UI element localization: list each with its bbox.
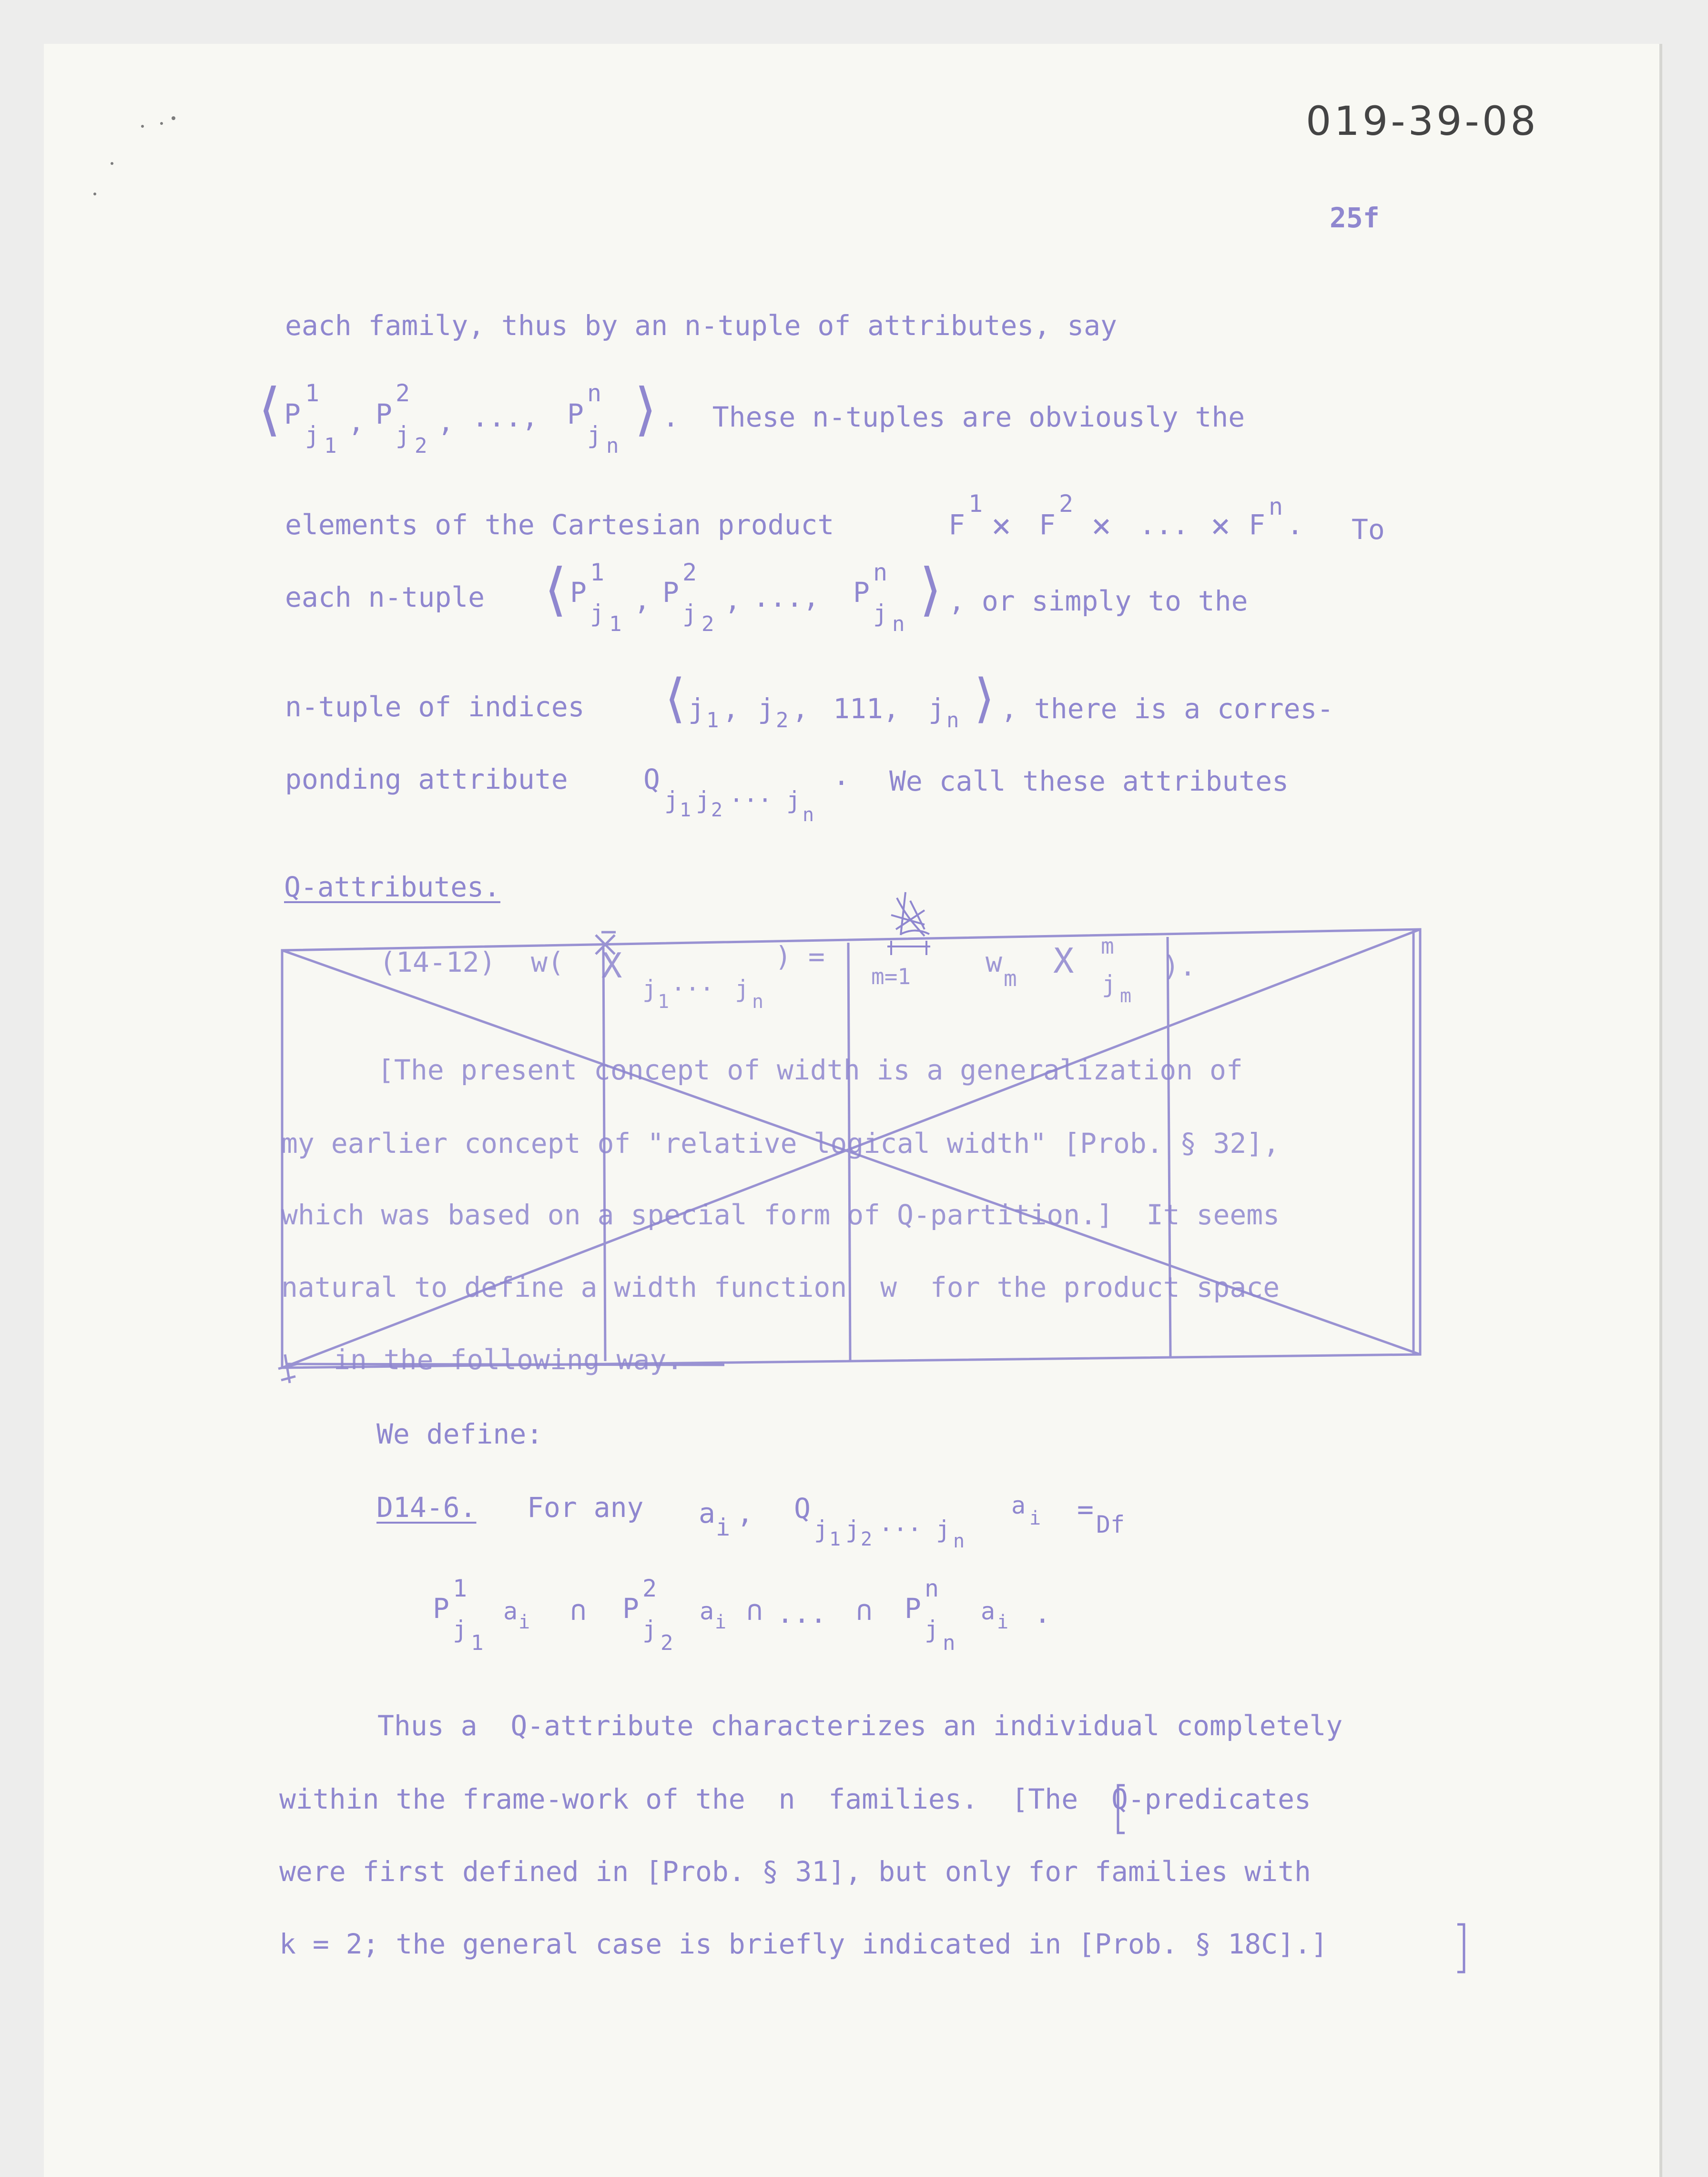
sup-n: n bbox=[1269, 493, 1283, 520]
sub-j: j bbox=[925, 1616, 939, 1643]
definition-text: For any bbox=[527, 1491, 644, 1524]
symbol-P: P bbox=[662, 576, 679, 609]
comma: , bbox=[437, 406, 454, 438]
sub-n: n bbox=[953, 1530, 965, 1552]
formula-equals: ) = bbox=[775, 940, 825, 973]
sub-i: i bbox=[518, 1611, 530, 1633]
sub-j: j bbox=[453, 1616, 468, 1643]
formula-label: (14-12) bbox=[379, 946, 496, 978]
formula-rhs-w: w bbox=[986, 946, 1002, 978]
paper-speck bbox=[93, 193, 96, 195]
sup-1: 1 bbox=[453, 1575, 468, 1602]
paper-speck bbox=[111, 162, 113, 165]
comma: , bbox=[634, 584, 651, 616]
sub-j: j bbox=[664, 786, 679, 814]
sup-2: 2 bbox=[682, 559, 697, 586]
sup-1: 1 bbox=[590, 559, 605, 586]
formula-chi: X bbox=[601, 946, 622, 986]
comma: , bbox=[737, 1497, 753, 1529]
sub-j: j bbox=[786, 786, 801, 814]
arg-a: a bbox=[700, 1597, 714, 1625]
text-line-6-end: We call these attributes bbox=[889, 765, 1289, 797]
symbol-P: P bbox=[622, 1592, 639, 1625]
symbol-P: P bbox=[433, 1592, 449, 1625]
sup-n: n bbox=[925, 1575, 939, 1602]
sub-i: i bbox=[997, 1611, 1009, 1633]
sub-dots: ··· bbox=[879, 1516, 922, 1543]
symbol-P: P bbox=[570, 576, 587, 609]
ellipsis: ... bbox=[1139, 509, 1189, 541]
formula-product-index: m=1 bbox=[871, 964, 911, 989]
comma: , bbox=[348, 406, 365, 438]
index-j: j bbox=[928, 692, 945, 725]
sub-j: j bbox=[696, 786, 711, 814]
struck-paragraph-line-1: [The present concept of width is a generalization of bbox=[377, 1054, 1243, 1086]
angle-open: ⟨ bbox=[660, 668, 691, 729]
formula-sub-dots: ··· bbox=[671, 975, 714, 1003]
symbol-P: P bbox=[376, 398, 392, 430]
symbol-F: F bbox=[1039, 509, 1056, 541]
symbol-P: P bbox=[284, 398, 301, 430]
sub-1: 1 bbox=[829, 1528, 841, 1550]
page-number: 25f bbox=[1330, 202, 1380, 234]
sub-n: n bbox=[803, 804, 814, 826]
ellipsis: ..., bbox=[472, 401, 539, 433]
angle-open: ⟨ bbox=[253, 376, 287, 443]
cap: ∩ bbox=[570, 1594, 587, 1627]
paper-speck bbox=[172, 116, 175, 120]
formula-sub-m: m bbox=[1120, 985, 1132, 1007]
closing-line-4: k = 2; the general case is briefly indicated in [Prob. § 18C].] bbox=[279, 1928, 1328, 1960]
sup-n: n bbox=[873, 559, 888, 586]
times: × bbox=[991, 506, 1012, 545]
cap: ∩ bbox=[856, 1594, 873, 1627]
formula-sub-1: 1 bbox=[658, 991, 670, 1013]
sup-2: 2 bbox=[396, 379, 410, 407]
sub-n: n bbox=[892, 612, 905, 636]
sub-1: 1 bbox=[471, 1631, 484, 1655]
index-j: j bbox=[758, 692, 774, 725]
closing-line-3: were first defined in [Prob. § 31], but only for families with bbox=[279, 1855, 1311, 1888]
times: × bbox=[1210, 506, 1231, 545]
comma: , bbox=[724, 584, 741, 616]
formula-sub-j: j bbox=[735, 975, 750, 1003]
open-paren-a: a bbox=[1011, 1492, 1026, 1519]
sub-dots: ··· bbox=[729, 786, 773, 814]
text-line-5: n-tuple of indices bbox=[285, 691, 585, 723]
formula-rhs-sub-m: m bbox=[1004, 966, 1017, 991]
sub-2: 2 bbox=[861, 1528, 873, 1550]
text-line-3: elements of the Cartesian product bbox=[285, 509, 834, 541]
symbol-P: P bbox=[905, 1592, 921, 1625]
struck-paragraph-line-3: which was based on a special form of Q-partition.] It seems bbox=[281, 1199, 1280, 1231]
definition-label: D14-6. bbox=[376, 1491, 477, 1524]
sub-2: 2 bbox=[711, 799, 723, 821]
sub-2: 2 bbox=[776, 708, 789, 732]
struck-paragraph-line-2: my earlier concept of "relative logical width" [Prob. § 32], bbox=[281, 1127, 1280, 1160]
arg-a: a bbox=[981, 1597, 996, 1625]
sub-n: n bbox=[946, 708, 959, 732]
sub-j: j bbox=[642, 1616, 657, 1643]
sub-i: i bbox=[716, 1514, 731, 1541]
sub-2: 2 bbox=[415, 434, 427, 458]
text-line-2: . These n-tuples are obviously the bbox=[662, 401, 1245, 433]
sup-n: n bbox=[587, 379, 602, 407]
angle-close: ⟩ bbox=[968, 668, 1000, 729]
sup-2: 2 bbox=[1059, 490, 1074, 518]
angle-close: ⟩ bbox=[628, 376, 663, 443]
text-line-4: each n-tuple bbox=[285, 581, 485, 613]
comma: , bbox=[792, 692, 809, 725]
index-dots: 111, bbox=[833, 692, 900, 725]
sub-j: j bbox=[936, 1516, 951, 1543]
text-line-6: ponding attribute bbox=[285, 763, 568, 795]
equals: = bbox=[1077, 1493, 1094, 1526]
text-line-3-end: To bbox=[1352, 513, 1385, 546]
sub-j: j bbox=[814, 1516, 829, 1543]
sub-j: j bbox=[305, 421, 320, 449]
sub-j: j bbox=[587, 421, 602, 449]
sub-j: j bbox=[682, 600, 697, 627]
sub-n: n bbox=[606, 434, 619, 458]
formula-sub-n: n bbox=[752, 991, 764, 1013]
formula-w-open: w( bbox=[531, 946, 564, 978]
closing-line-2: within the frame-work of the n families. [The Q-predicates bbox=[279, 1783, 1311, 1815]
sup-1: 1 bbox=[968, 490, 983, 518]
sub-2: 2 bbox=[661, 1631, 673, 1655]
df-subscript: Df bbox=[1096, 1511, 1125, 1538]
sub-j: j bbox=[396, 421, 410, 449]
struck-paragraph-line-5: in the following way. bbox=[334, 1343, 683, 1376]
paper-speck bbox=[141, 125, 144, 128]
paper-speck bbox=[160, 122, 163, 125]
cap: ∩ bbox=[746, 1594, 763, 1627]
sub-1: 1 bbox=[609, 612, 622, 636]
formula-sup-m: m bbox=[1101, 933, 1114, 959]
period: . bbox=[833, 759, 850, 792]
section-term-q-attributes: Q-attributes. bbox=[284, 871, 500, 903]
ellipsis: ..., bbox=[753, 581, 820, 613]
comma: , bbox=[722, 692, 739, 725]
text-line-1: each family, thus by an n-tuple of attributes, say bbox=[285, 309, 1117, 342]
text-line-4-end: , or simply to the bbox=[948, 585, 1248, 617]
period: . bbox=[1287, 509, 1303, 541]
sub-1: 1 bbox=[706, 708, 719, 732]
arg-a: a bbox=[503, 1597, 518, 1625]
angle-close: ⟩ bbox=[913, 557, 948, 623]
sup-2: 2 bbox=[642, 1575, 657, 1602]
define-intro: We define: bbox=[376, 1418, 543, 1450]
period: . bbox=[1034, 1597, 1051, 1629]
symbol-Q: Q bbox=[794, 1492, 811, 1525]
symbol-P: P bbox=[853, 576, 870, 609]
sub-1: 1 bbox=[324, 434, 337, 458]
sub-i: i bbox=[715, 1611, 727, 1633]
sub-j: j bbox=[845, 1516, 860, 1543]
index-j: j bbox=[688, 692, 705, 725]
formula-sub-j: j bbox=[1102, 970, 1117, 998]
symbol-F: F bbox=[948, 509, 965, 541]
sub-2: 2 bbox=[702, 612, 714, 636]
sup-1: 1 bbox=[305, 379, 320, 407]
formula-close: ). bbox=[1163, 950, 1196, 982]
angle-open: ⟨ bbox=[539, 557, 573, 623]
sub-i: i bbox=[1029, 1507, 1041, 1529]
formula-chi: X bbox=[1053, 941, 1074, 981]
struck-paragraph-line-4: natural to define a width function w for the product space bbox=[281, 1271, 1280, 1303]
sub-1: 1 bbox=[680, 799, 691, 821]
symbol-P: P bbox=[567, 398, 584, 430]
symbol-a: a bbox=[699, 1497, 715, 1529]
symbol-F: F bbox=[1249, 509, 1265, 541]
symbol-Q: Q bbox=[643, 763, 660, 795]
sub-n: n bbox=[943, 1631, 956, 1655]
closing-line-1: Thus a Q-attribute characterizes an individual completely bbox=[377, 1709, 1343, 1742]
text-line-5-end: , there is a corres- bbox=[1001, 692, 1334, 725]
formula-sub-j: j bbox=[642, 975, 657, 1003]
archive-number: 019-39-08 bbox=[1306, 98, 1539, 144]
ellipsis: ... bbox=[777, 1597, 827, 1629]
sub-j: j bbox=[873, 600, 888, 627]
times: × bbox=[1091, 506, 1112, 545]
sub-j: j bbox=[590, 600, 605, 627]
